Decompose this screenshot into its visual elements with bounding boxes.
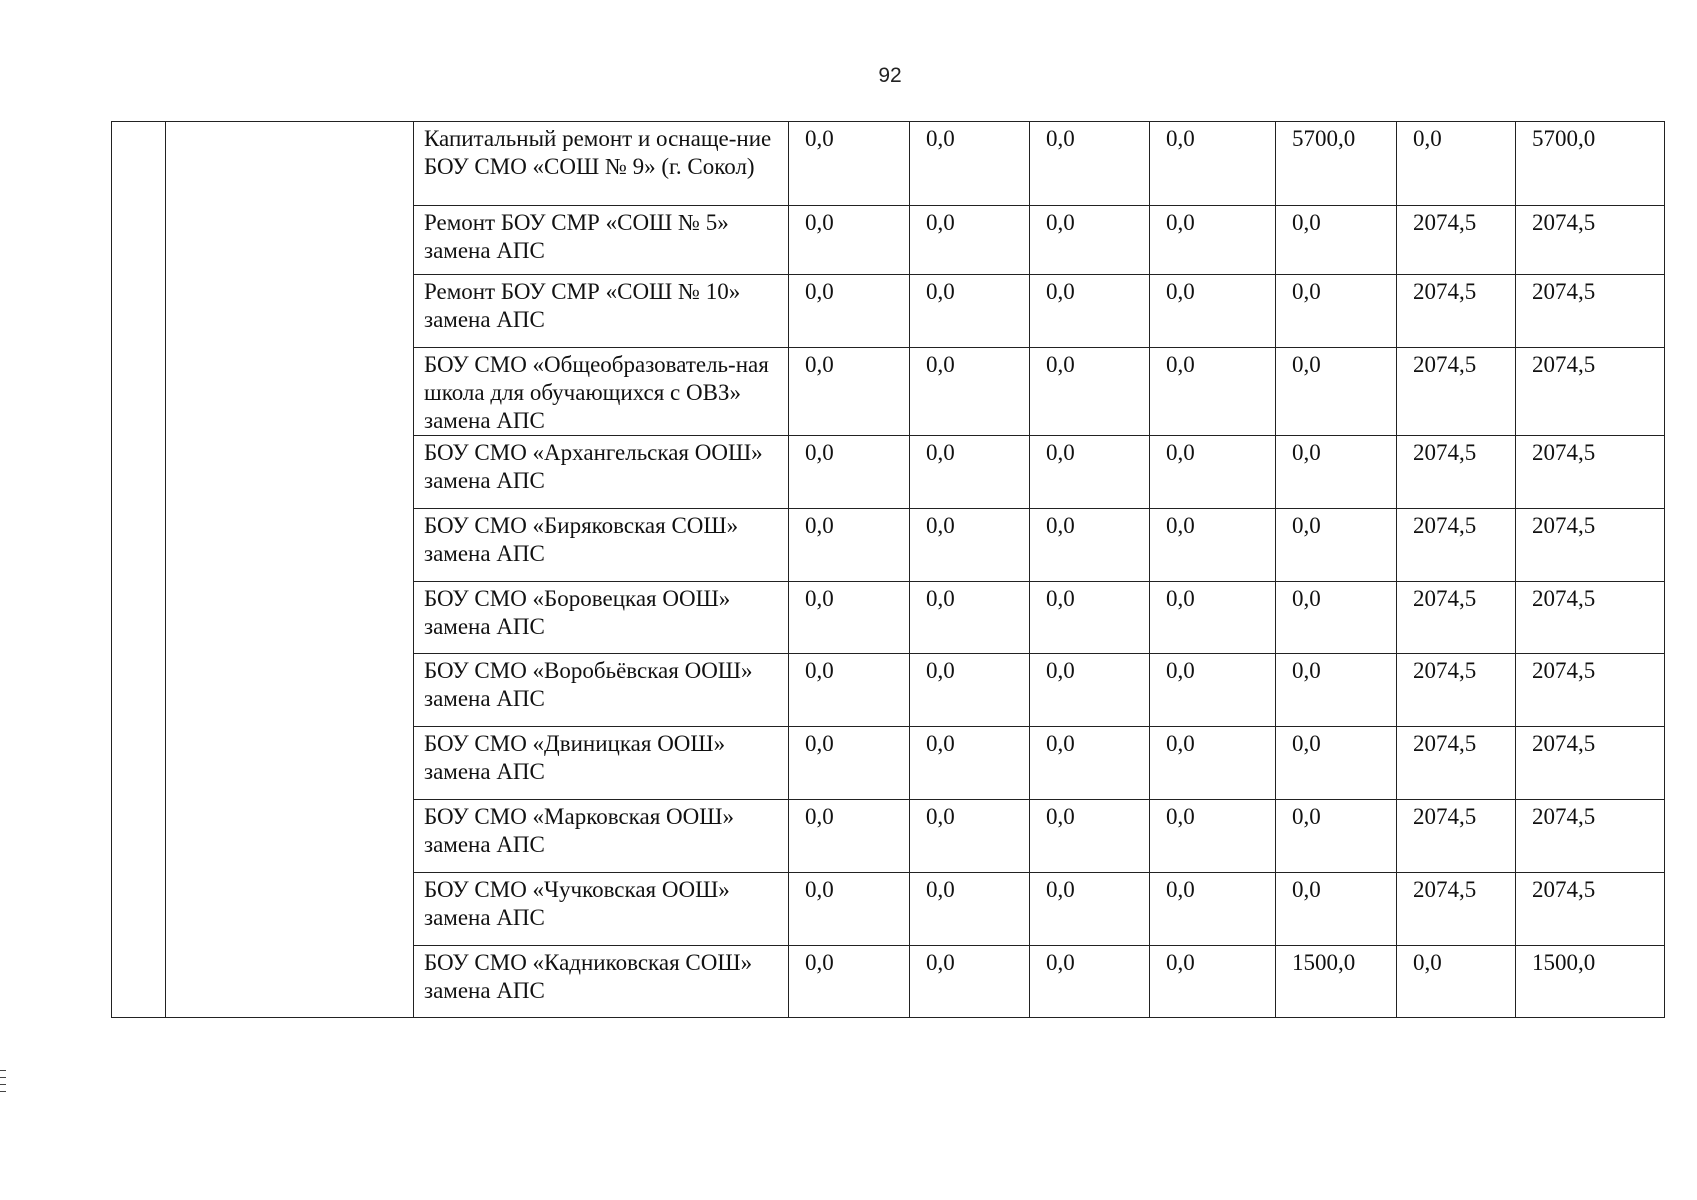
value-cell: 0,0 bbox=[910, 436, 1030, 509]
value-cell: 2074,5 bbox=[1397, 206, 1516, 275]
value-cell: 0,0 bbox=[1030, 800, 1150, 873]
value-cell: 0,0 bbox=[789, 654, 910, 727]
value-cell: 2074,5 bbox=[1397, 800, 1516, 873]
value-cell: 0,0 bbox=[789, 348, 910, 436]
value-cell: 1500,0 bbox=[1516, 946, 1665, 1018]
value-cell: 0,0 bbox=[789, 873, 910, 946]
value-cell: 0,0 bbox=[1030, 582, 1150, 654]
value-cell: 2074,5 bbox=[1516, 873, 1665, 946]
scan-margin-marks bbox=[0, 1070, 6, 1098]
value-cell: 0,0 bbox=[1150, 946, 1276, 1018]
budget-table bbox=[111, 121, 1665, 1018]
value-cell: 0,0 bbox=[910, 946, 1030, 1018]
value-cell: 2074,5 bbox=[1397, 436, 1516, 509]
value-cell: 0,0 bbox=[1030, 275, 1150, 348]
value-cell: 0,0 bbox=[910, 873, 1030, 946]
value-cell: 2074,5 bbox=[1397, 654, 1516, 727]
value-cell: 0,0 bbox=[1150, 122, 1276, 206]
value-cell: 0,0 bbox=[789, 582, 910, 654]
table-row bbox=[112, 122, 1665, 206]
project-name-cell: БОУ СМО «Биряковская СОШ» замена АПС bbox=[414, 509, 789, 582]
value-cell: 0,0 bbox=[1276, 654, 1397, 727]
value-cell: 0,0 bbox=[1030, 946, 1150, 1018]
value-cell: 0,0 bbox=[789, 122, 910, 206]
project-name-cell: БОУ СМО «Воробьёвская ООШ» замена АПС bbox=[414, 654, 789, 727]
value-cell: 0,0 bbox=[1030, 727, 1150, 800]
value-cell: 0,0 bbox=[789, 800, 910, 873]
value-cell: 0,0 bbox=[1276, 727, 1397, 800]
value-cell: 0,0 bbox=[1150, 275, 1276, 348]
project-name-cell: БОУ СМО «Марковская ООШ» замена АПС bbox=[414, 800, 789, 873]
value-cell: 2074,5 bbox=[1516, 436, 1665, 509]
project-name-cell: БОУ СМО «Боровецкая ООШ» замена АПС bbox=[414, 582, 789, 654]
value-cell: 2074,5 bbox=[1516, 275, 1665, 348]
value-cell: 2074,5 bbox=[1516, 582, 1665, 654]
value-cell: 2074,5 bbox=[1397, 727, 1516, 800]
value-cell: 0,0 bbox=[1030, 122, 1150, 206]
value-cell: 2074,5 bbox=[1397, 582, 1516, 654]
value-cell: 0,0 bbox=[1276, 275, 1397, 348]
value-cell: 0,0 bbox=[1030, 509, 1150, 582]
value-cell: 0,0 bbox=[1030, 654, 1150, 727]
value-cell: 2074,5 bbox=[1516, 727, 1665, 800]
value-cell: 1500,0 bbox=[1276, 946, 1397, 1018]
value-cell: 0,0 bbox=[1150, 206, 1276, 275]
value-cell: 0,0 bbox=[789, 275, 910, 348]
value-cell: 0,0 bbox=[789, 509, 910, 582]
value-cell: 0,0 bbox=[789, 946, 910, 1018]
value-cell: 0,0 bbox=[1276, 582, 1397, 654]
value-cell: 0,0 bbox=[1150, 654, 1276, 727]
value-cell: 0,0 bbox=[1276, 436, 1397, 509]
value-cell: 0,0 bbox=[1150, 436, 1276, 509]
value-cell: 0,0 bbox=[1397, 946, 1516, 1018]
value-cell: 0,0 bbox=[1150, 348, 1276, 436]
value-cell: 0,0 bbox=[910, 348, 1030, 436]
table-body bbox=[112, 122, 1665, 1018]
value-cell: 5700,0 bbox=[1516, 122, 1665, 206]
value-cell: 5700,0 bbox=[1276, 122, 1397, 206]
project-name-cell: Капитальный ремонт и оснаще-ние БОУ СМО «СОШ № 9» (г. Сокол) bbox=[414, 122, 789, 206]
project-name-cell: БОУ СМО «Двиницкая ООШ» замена АПС bbox=[414, 727, 789, 800]
value-cell: 0,0 bbox=[910, 800, 1030, 873]
project-name-cell: БОУ СМО «Архангельская ООШ» замена АПС bbox=[414, 436, 789, 509]
project-name-cell: Ремонт БОУ СМР «СОШ № 5» замена АПС bbox=[414, 206, 789, 275]
value-cell: 0,0 bbox=[1276, 800, 1397, 873]
value-cell: 0,0 bbox=[1030, 348, 1150, 436]
value-cell: 0,0 bbox=[1030, 436, 1150, 509]
project-name-cell: БОУ СМО «Общеобразователь-ная школа для обучающихся с ОВЗ» замена АПС bbox=[414, 348, 789, 436]
value-cell: 0,0 bbox=[910, 582, 1030, 654]
value-cell: 2074,5 bbox=[1397, 509, 1516, 582]
value-cell: 2074,5 bbox=[1516, 348, 1665, 436]
value-cell: 2074,5 bbox=[1397, 275, 1516, 348]
value-cell: 0,0 bbox=[1150, 727, 1276, 800]
value-cell: 0,0 bbox=[910, 206, 1030, 275]
value-cell: 0,0 bbox=[789, 436, 910, 509]
value-cell: 0,0 bbox=[1150, 582, 1276, 654]
value-cell: 0,0 bbox=[1030, 873, 1150, 946]
value-cell: 0,0 bbox=[789, 727, 910, 800]
value-cell: 0,0 bbox=[1030, 206, 1150, 275]
project-name-cell: БОУ СМО «Чучковская ООШ» замена АПС bbox=[414, 873, 789, 946]
value-cell: 0,0 bbox=[910, 275, 1030, 348]
value-cell: 0,0 bbox=[1150, 800, 1276, 873]
project-name-cell: БОУ СМО «Кадниковская СОШ» замена АПС bbox=[414, 946, 789, 1018]
value-cell: 0,0 bbox=[1276, 509, 1397, 582]
value-cell: 0,0 bbox=[1276, 873, 1397, 946]
value-cell: 2074,5 bbox=[1516, 800, 1665, 873]
value-cell: 0,0 bbox=[910, 122, 1030, 206]
value-cell: 2074,5 bbox=[1516, 206, 1665, 275]
value-cell: 2074,5 bbox=[1516, 654, 1665, 727]
project-name-cell: Ремонт БОУ СМР «СОШ № 10» замена АПС bbox=[414, 275, 789, 348]
value-cell: 0,0 bbox=[1150, 873, 1276, 946]
value-cell: 2074,5 bbox=[1397, 348, 1516, 436]
value-cell: 0,0 bbox=[1276, 348, 1397, 436]
value-cell: 0,0 bbox=[1150, 509, 1276, 582]
row-number-cell bbox=[112, 122, 166, 1018]
value-cell: 2074,5 bbox=[1397, 873, 1516, 946]
value-cell: 0,0 bbox=[910, 654, 1030, 727]
value-cell: 2074,5 bbox=[1516, 509, 1665, 582]
value-cell: 0,0 bbox=[910, 727, 1030, 800]
value-cell: 0,0 bbox=[789, 206, 910, 275]
page-number: 92 bbox=[878, 64, 902, 87]
value-cell: 0,0 bbox=[910, 509, 1030, 582]
program-name-cell bbox=[166, 122, 414, 1018]
value-cell: 0,0 bbox=[1276, 206, 1397, 275]
value-cell: 0,0 bbox=[1397, 122, 1516, 206]
